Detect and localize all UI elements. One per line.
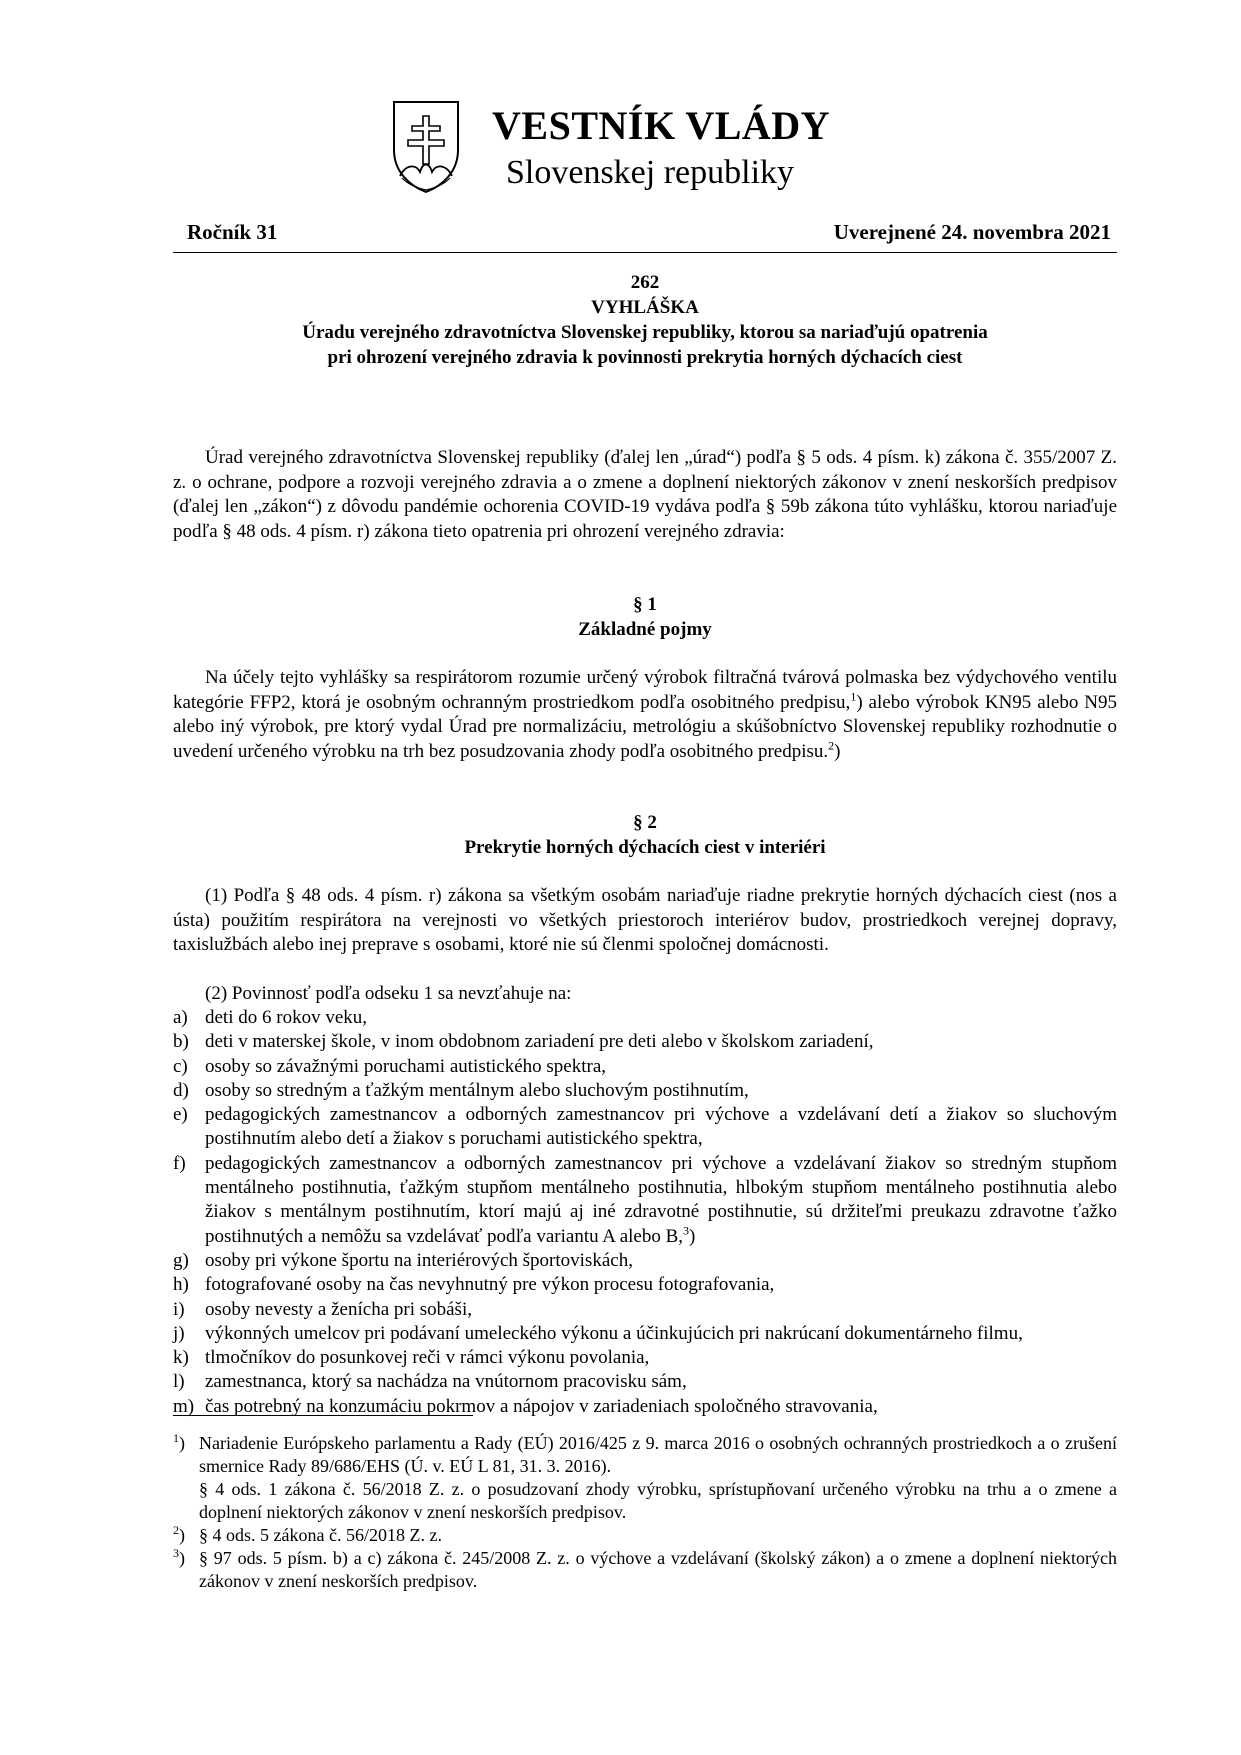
- list-item-text: osoby so stredným a ťažkým mentálnym alebo sluchovým postihnutím,: [205, 1079, 749, 1101]
- footnote-3: [173, 1547, 1117, 1593]
- list-item: [173, 1322, 1117, 1346]
- footnote-3-number: 3: [173, 1546, 179, 1560]
- list-item: [173, 1273, 1117, 1297]
- footnote-divider: [173, 1415, 473, 1416]
- section-1-body: [173, 666, 1117, 764]
- journal-subtitle: Slovenskej republiky: [506, 154, 795, 191]
- list-marker: h): [173, 1274, 189, 1296]
- journal-title: VESTNÍK VLÁDY: [492, 103, 831, 148]
- header-divider: [173, 252, 1117, 253]
- footnote-2-number: 2: [173, 1523, 179, 1537]
- list-item-text-suffix: ): [689, 1225, 696, 1247]
- decree-type: VYHLÁŠKA: [591, 297, 699, 318]
- section-2-text-1: (1) Podľa § 48 ods. 4 písm. r) zákona sa všetkým osobám nariaďuje riadne prekrytie horných dýchacích ciest (nos a ústa) použitím respirátora na verejnosti vo všetkých priestoroch interiérov budov, prostriedkoch verejnej dopravy, taxislužbách alebo inej preprave s osobami, ktoré nie sú členmi spoločnej domácnosti.: [173, 885, 1117, 955]
- list-item-text: pedagogických zamestnancov a odborných zamestnancov pri výchove a vzdelávaní detí a žiakov so sluchovým postihnutím alebo detí a žiakov s poruchami autistického spektra,: [205, 1104, 1117, 1150]
- list-item: [173, 1249, 1117, 1273]
- footnote-2-text: § 4 ods. 5 zákona č. 56/2018 Z. z.: [199, 1525, 442, 1545]
- section-2-heading: Prekrytie horných dýchacích ciest v interiéri: [464, 837, 826, 858]
- list-marker: f): [173, 1152, 186, 1174]
- footnote-1-continuation: § 4 ods. 1 zákona č. 56/2018 Z. z. o posudzovaní zhody výrobku, sprístupňovaní určeného výrobku na trhu a o zmene a doplnení niektorých zákonov v znení neskorších predpisov.: [199, 1479, 1117, 1522]
- list-item-text: zamestnanca, ktorý sa nachádza na vnútornom pracovisku sám,: [205, 1371, 687, 1393]
- list-item: [173, 1370, 1117, 1394]
- list-marker: k): [173, 1347, 189, 1369]
- list-item-text: výkonných umelcov pri podávaní umeleckého výkonu a účinkujúcich pri nakrúcaní dokumentárneho filmu,: [205, 1322, 1023, 1344]
- list-marker: m): [173, 1395, 195, 1417]
- footnote-2: [173, 1524, 1117, 1547]
- list-item-text: tlmočníkov do posunkovej reči v rámci výkonu povolania,: [205, 1347, 650, 1369]
- list-marker: i): [173, 1298, 185, 1320]
- decree-title-line-2: pri ohrození verejného zdravia k povinnosti prekrytia horných dýchacích ciest: [327, 347, 963, 368]
- section-2-paragraph-2: [173, 982, 1117, 1007]
- footnote-1-marker: $^1$): [173, 1431, 185, 1453]
- footnote-3-text: § 97 ods. 5 písm. b) a c) zákona č. 245/2008 Z. z. o výchove a vzdelávaní (školský zákon) a o zmene a doplnení niektorých zákonov v znení neskorších predpisov.: [199, 1548, 1117, 1591]
- list-marker: c): [173, 1055, 188, 1077]
- list-item-text: fotografované osoby na čas nevyhnutný pre výkon procesu fotografovania,: [205, 1274, 775, 1296]
- footnote-1: [173, 1432, 1117, 1478]
- slovak-coat-of-arms-icon: [390, 98, 462, 194]
- preamble: [173, 446, 1117, 544]
- list-item-text: čas potrebný na konzumáciu pokrmov a nápojov v zariadeniach spoločného stravovania,: [205, 1395, 878, 1417]
- list-item-text: osoby so závažnými poruchami autistického spektra,: [205, 1055, 607, 1077]
- publication-date: Uverejnené 24. novembra 2021: [833, 220, 1111, 244]
- list-item: [173, 1103, 1117, 1152]
- list-item: [173, 1006, 1117, 1030]
- section-2-text-2: (2) Povinnosť podľa odseku 1 sa nevzťahuje na:: [205, 983, 572, 1004]
- list-item: [173, 1152, 1117, 1249]
- footnote-ref-1[interactable]: 1: [850, 689, 857, 704]
- decree-title-line-1: Úradu verejného zdravotníctva Slovenskej republiky, ktorou sa nariaďujú opatrenia: [302, 322, 988, 343]
- list-item-text: deti do 6 rokov veku,: [205, 1007, 368, 1028]
- footnote-ref-2[interactable]: 2: [828, 738, 835, 753]
- section-2-number: § 2: [633, 812, 657, 833]
- list-item: [173, 1079, 1117, 1103]
- volume-label: Ročník 31: [187, 220, 278, 244]
- list-item-text: deti v materskej škole, v inom obdobnom zariadení pre deti alebo v školskom zariadení,: [205, 1031, 874, 1053]
- footnote-1-number: 1: [173, 1431, 179, 1445]
- section-1-text-a: Na účely tejto vyhlášky sa respirátorom rozumie určený výrobok filtračná tvárová polmaska bez výdychového ventilu kategórie FFP2, ktorá je osobným ochranným prostriedkom podľa osobitného predpisu,: [173, 667, 1117, 713]
- section-2-paragraph-1: [173, 884, 1117, 958]
- list-marker: g): [173, 1249, 189, 1271]
- section-1-text-b: ) alebo výrobok KN95 alebo N95 alebo iný výrobok, pre ktorý vydal Úrad pre normalizáciu, metrológiu a skúšobníctvo Slovenskej republiky rozhodnutie o uvedení určeného výrobku na trh bez posudzovania zhody podľa osobitného predpisu.: [173, 691, 1117, 762]
- list-item-text: pedagogických zamestnancov a odborných zamestnancov pri výchove a vzdelávaní žiakov so stredným stupňom mentálneho postihnutia, ťažkým stupňom mentálneho postihnutia, hlbokým stupňom mentálneho postihnutia alebo žiakov s mentálnym postihnutím, ktorí majú aj iné zdravotné postihnutie, sú držiteľmi preukazu zdravotne ťažko postihnutých a nemôžu sa vzdelávať podľa variantu A alebo B,: [205, 1152, 1117, 1247]
- list-item: [173, 1030, 1117, 1054]
- section-1-number: § 1: [633, 594, 657, 615]
- footnotes: [173, 1432, 1117, 1593]
- list-marker: d): [173, 1079, 189, 1101]
- footnote-2-marker: $^2$): [173, 1523, 185, 1545]
- footnote-3-marker: $^3$): [173, 1546, 185, 1568]
- masthead: [390, 98, 870, 198]
- list-item: [173, 1298, 1117, 1322]
- decree-number: 262: [630, 272, 660, 293]
- footnote-ref-3[interactable]: 3: [683, 1223, 690, 1238]
- preamble-text: Úrad verejného zdravotníctva Slovenskej republiky (ďalej len „úrad“) podľa § 5 ods. 4 písm. k) zákona č. 355/2007 Z. z. o ochrane, podpore a rozvoji verejného zdravia a o zmene a doplnení niektorých zákonov v znení neskorších predpisov (ďalej len „zákon“) z dôvodu pandémie ochorenia COVID-19 vydáva podľa § 59b zákona túto vyhlášku, ktorou nariaďuje podľa § 48 ods. 4 písm. r) zákona tieto opatrenia pri ohrození verejného zdravia:: [173, 447, 1117, 542]
- section-1-paragraph: [173, 666, 1117, 764]
- list-marker: b): [173, 1031, 189, 1053]
- footnote-1-text: Nariadenie Európskeho parlamentu a Rady (EÚ) 2016/425 z 9. marca 2016 o osobných ochranných prostriedkoch a o zrušení smernice Rady 89/686/EHS (Ú. v. EÚ L 81, 31. 3. 2016).: [199, 1433, 1117, 1476]
- section-1-heading: Základné pojmy: [578, 619, 712, 640]
- list-item: [173, 1346, 1117, 1370]
- list-item: [173, 1055, 1117, 1079]
- list-marker: e): [173, 1104, 188, 1126]
- section-1-text-c: ): [834, 740, 841, 762]
- list-marker: a): [173, 1007, 188, 1028]
- list-item-text: osoby pri výkone športu na interiérových športoviskách,: [205, 1249, 633, 1271]
- list-marker: l): [173, 1371, 185, 1393]
- list-item-text: osoby nevesty a ženícha pri sobáši,: [205, 1298, 472, 1320]
- list-marker: j): [173, 1322, 185, 1344]
- exemptions-list: [173, 1006, 1117, 1419]
